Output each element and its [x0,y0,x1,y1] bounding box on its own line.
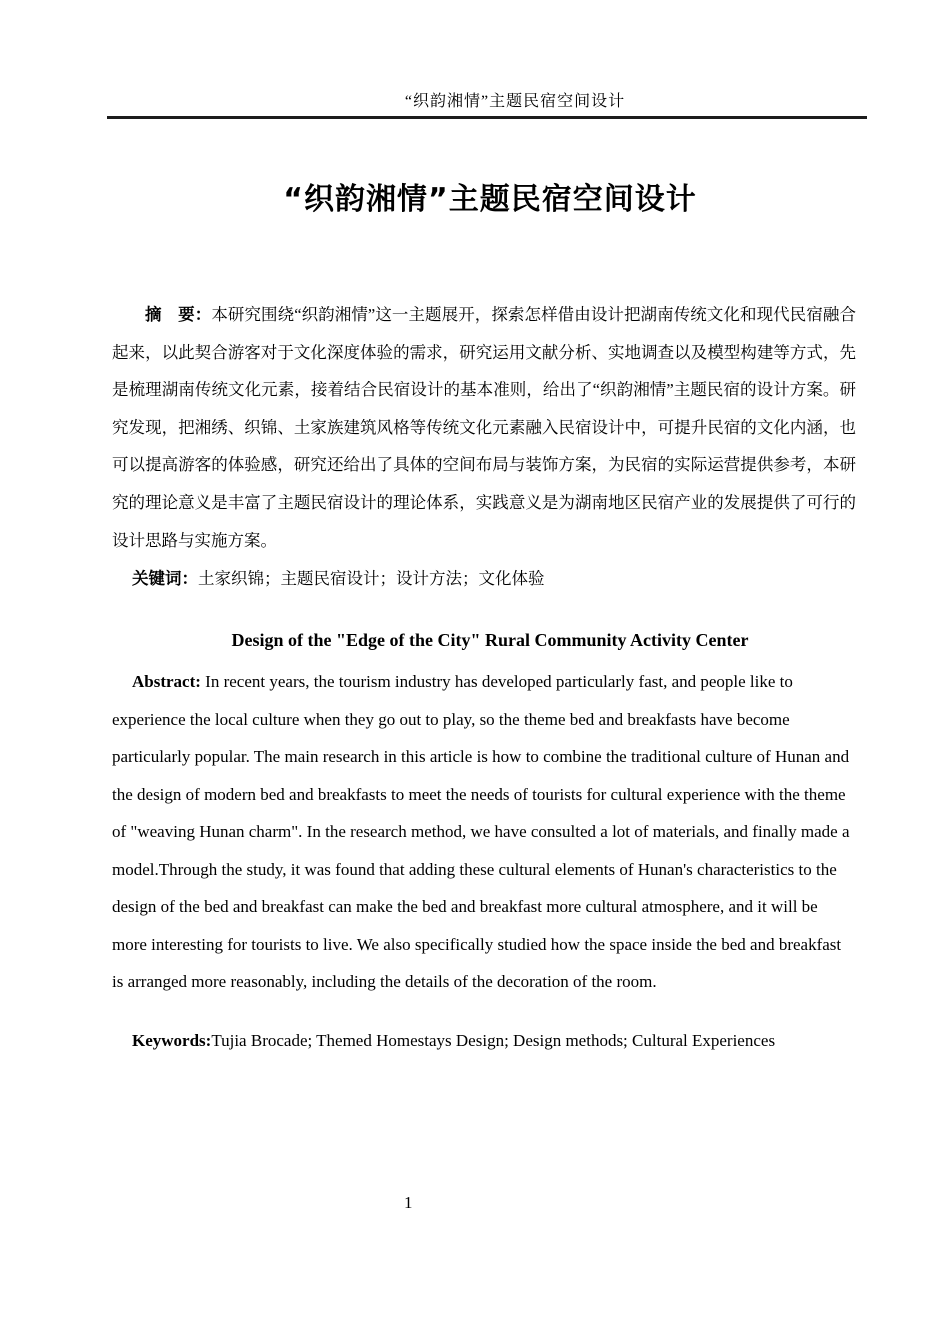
keywords-en-label: Keywords: [132,1031,212,1050]
keywords-en-line [112,1022,856,1060]
abstract-en-text: In recent years, the tourism industry has developed particularly fast, and people like to experience the local culture when they go out to play, so the theme bed and breakfasts have become particularly popular. The main research in this article is how to combine the traditional culture of Hunan and the design of modern bed and breakfasts to meet the needs of tourists for cultural experience with the theme of "weaving Hunan charm". In the research method, we have consulted a lot of materials, and finally made a model.Through the study, it was found that adding these cultural elements of Hunan's characteristics to the design of the bed and breakfast can make the bed and breakfast more cultural atmosphere, and it will be more interesting for tourists to live. We also specifically studied how the space inside the bed and breakfast is arranged more reasonably, including the details of the decoration of the room. [112,672,850,991]
keywords-zh-label: 关键词： [132,569,198,588]
header-rule [107,116,867,119]
abstract-zh-paragraph [112,296,856,559]
keywords-zh-text: 土家织锦；主题民宿设计；设计方法；文化体验 [198,569,545,588]
keywords-en-text: Tujia Brocade; Themed Homestays Design; Design methods; Cultural Experiences [211,1031,776,1050]
abstract-en-label: Abstract: [132,672,201,691]
page-number: 1 [404,1193,413,1212]
abstract-en-paragraph [112,663,856,1001]
abstract-zh-label: 摘 要： [145,305,212,324]
keywords-zh-line [112,560,856,598]
page-title-en: Design of the "Edge of the City" Rural Community Activity Center [231,630,749,650]
abstract-zh-text: 本研究围绕“织韵湘情”这一主题展开，探索怎样借由设计把湖南传统文化和现代民宿融合起来，以此契合游客对于文化深度体验的需求，研究运用文献分析、实地调查以及模型构建等方式，先是梳理湖南传统文化元素，接着结合民宿设计的基本准则，给出了“织韵湘情”主题民宿的设计方案。研究发现，把湘绣、织锦、土家族建筑风格等传统文化元素融入民宿设计中，可提升民宿的文化内涵，也可以提高游客的体验感，研究还给出了具体的空间布局与装饰方案，为民宿的实际运营提供参考，本研究的理论意义是丰富了主题民宿设计的理论体系，实践意义是为湖南地区民宿产业的发展提供了可行的设计思路与实施方案。 [112,305,856,550]
page-title-zh: “织韵湘情”主题民宿空间设计 [283,182,697,217]
running-header-title: “织韵湘情”主题民宿空间设计 [404,93,626,110]
